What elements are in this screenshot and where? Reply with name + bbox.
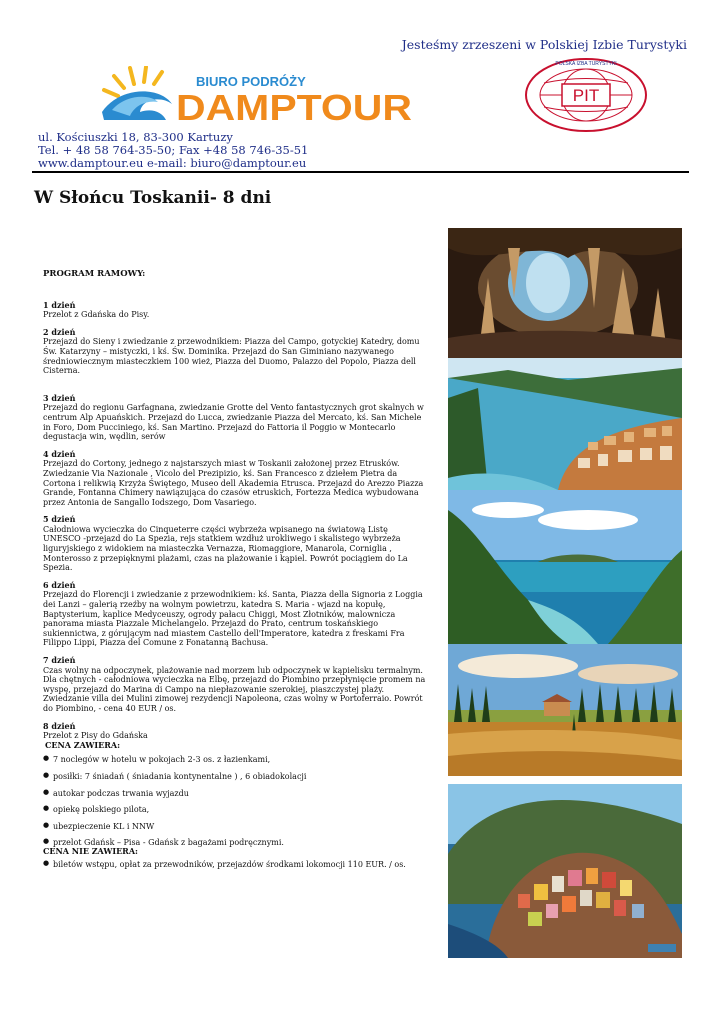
day-text: Całodniowa wycieczka do Cinqueterre części wybrzeża wpisanego na światową Listę UNESCO -przejazd do La Spezia, rejs statkiem wzdłuż urokliwego i skalistego wybrzeża liguryjskiego z widokiem na miasteczka Vernazza, Riomaggiore, Manarola, Corniglia , Monterosso z przepięknymi plażami, czas na plażowanie i kąpiel. Powrót pociągiem do La Spezia. bbox=[43, 524, 408, 573]
day-text: Czas wolny na odpoczynek, plażowanie nad morzem lub odpoczynek w kąpielisku termalnym. Dla chętnych - całodniowa wycieczka na Elbę, przejazd do Piombino przepłynięcie promem na wyspę, przejazd do Marina di Campo na niepłazowanie szerokiej, piaszczystej plaży. Zwiedzanie villa dei Mulini zimowej rezydencji Napoleona, czas wolny w Portoferraio. Powrót do Piombino, - cena 40 EUR / os. bbox=[43, 665, 426, 713]
included-item: ● posiłki: 7 śniadań ( śniadania kontynentalne ) , 6 obiadokolacji bbox=[43, 772, 428, 782]
day-block bbox=[43, 656, 428, 714]
day-title: 1 dzień bbox=[43, 299, 76, 310]
day-title: 8 dzień bbox=[43, 720, 76, 731]
cave-photo bbox=[448, 228, 682, 358]
day-title: 5 dzień bbox=[43, 514, 76, 525]
pit-ring-text: POLSKA IZBA TURYSTYKI bbox=[555, 61, 617, 67]
program-heading: PROGRAM RAMOWY: bbox=[43, 269, 146, 279]
pit-badge bbox=[522, 56, 650, 134]
pit-text: PIT bbox=[572, 86, 600, 105]
included-item: ● 7 noclegów w hotelu w pokojach 2-3 os. z łazienkami, bbox=[43, 755, 428, 765]
tuscan-field-photo bbox=[448, 644, 682, 776]
coastal-bay-photo bbox=[448, 490, 682, 644]
excluded-item: ● biletów wstępu, opłat za przewodników, przejazdów środkami lokomocji 110 EUR. / os. bbox=[43, 860, 428, 870]
header-divider bbox=[32, 171, 689, 173]
logo-wordmark: DAMPTOUR bbox=[176, 87, 412, 126]
included-item: ● autokar podczas trwania wyjazdu bbox=[43, 789, 428, 799]
cinque-terre-photo bbox=[448, 358, 682, 490]
page-title: W Słońcu Toskanii- 8 dni bbox=[34, 188, 272, 208]
membership-note: Jesteśmy zrzeszeni w Polskiej Izbie Turystyki bbox=[401, 37, 687, 52]
day-text: Przejazd do Florencji i zwiedzanie z przewodnikiem: kś. Santa, Piazza della Signoria z Loggia dei Lanzi – galerią rzeźby na wolnym powietrzu, katedra S. Maria - wjazd na kopułę, Baptysterium, kaplice Medyceuszy, ogrody pałacu Chiggi, Most Złotników, malownicza panorama miasta Piazzale Michelangelo. Przejazd do Prato, centrum toskańskiego sukiennictwa, z górującym nad miastem Castello dell'Imperatore, katedra z freskami Fra Filippo Lippi, Piazza del Comune z Fonatanną Bachusa. bbox=[43, 590, 423, 648]
included-list bbox=[43, 755, 428, 848]
excluded-list bbox=[43, 860, 428, 870]
phone-line: Tel. + 48 58 764-35-50; Fax +48 58 746-35-51 bbox=[38, 143, 309, 157]
day-title: 3 dzień bbox=[43, 392, 76, 403]
day-text: Przejazd do Sieny i zwiedzanie z przewodnikiem: Piazza del Campo, gotyckiej Katedry, domu Św. Katarzyny – mistyczki, i kś. Św. Dominika. Przejazd do San Giminiano nazywanego średniowiecznym miasteczkiem 100 wież, Piazza del Duomo, Palazzo del Popolo, Piazza dell Cisterna. bbox=[43, 337, 420, 376]
day-title: 6 dzień bbox=[43, 579, 76, 590]
day-title: 2 dzień bbox=[43, 326, 76, 337]
photo-gap bbox=[448, 776, 682, 784]
day-text: Przelot z Pisy do Gdańska bbox=[43, 731, 148, 741]
day-block bbox=[43, 328, 428, 376]
contact-block bbox=[38, 131, 308, 170]
included-item: ● opiekę polskiego pilota, bbox=[43, 805, 428, 815]
included-heading: CENA ZAWIERA: bbox=[45, 739, 121, 750]
day-text: Przelot z Gdańska do Pisy. bbox=[43, 310, 150, 320]
photo-column bbox=[448, 228, 682, 958]
logo-subtitle: BIURO PODRÓŻY bbox=[196, 74, 306, 89]
day-block bbox=[43, 581, 428, 648]
day-title: 4 dzień bbox=[43, 448, 76, 459]
day-text: Przejazd do Cortony, jednego z najstarszych miast w Toskanii założonej przez Etrusków. Zwiedzanie Via Nazionale , Vicolo del Prezipizio, kś. San Francesco z dziełem Pietra da Cortona i relikwią Krzyża Świętego, Museo dell Akademia Etrusca. Przejazd do Arezzo Piazza Grande, Fontanna Chimery nawiązująca do czasów etruskich, Fortezza Medica wybudowana przez Antonia de Sangallo Iodszego, Dom Vasariego. bbox=[43, 459, 424, 507]
day-title: 7 dzień bbox=[43, 655, 76, 665]
cliff-village-photo bbox=[448, 784, 682, 958]
day-text: Przejazd do regionu Garfagnana, zwiedzanie Grotte del Vento fantastycznych grot skalnych w centrum Alp Apuańskich. Przejazd do Lucca, zwiedzanie Piazza del Mercato, kś. San Michele in Foro, Dom Pucciniego, kś. San Martino. Przejazd do Fattoria il Poggio w Montecarlo degustacja win, wędlin, serów bbox=[43, 403, 424, 442]
damptour-logo bbox=[100, 66, 420, 126]
day-block bbox=[43, 722, 428, 741]
program-section bbox=[43, 270, 428, 876]
excluded-heading: CENA NIE ZAWIERA: bbox=[43, 845, 138, 856]
day-block bbox=[43, 515, 428, 573]
day-block bbox=[43, 301, 428, 320]
web-line[interactable]: www.damptour.eu e-mail: biuro@damptour.eu bbox=[38, 156, 307, 170]
included-item: ● przelot Gdańsk – Pisa - Gdańsk z bagażami podręcznymi. bbox=[43, 838, 428, 848]
day-block bbox=[43, 450, 428, 508]
day-block bbox=[43, 394, 428, 442]
included-item: ● ubezpieczenie KL i NNW bbox=[43, 822, 428, 832]
address-line: ul. Kościuszki 18, 83-300 Kartuzy bbox=[38, 130, 233, 144]
